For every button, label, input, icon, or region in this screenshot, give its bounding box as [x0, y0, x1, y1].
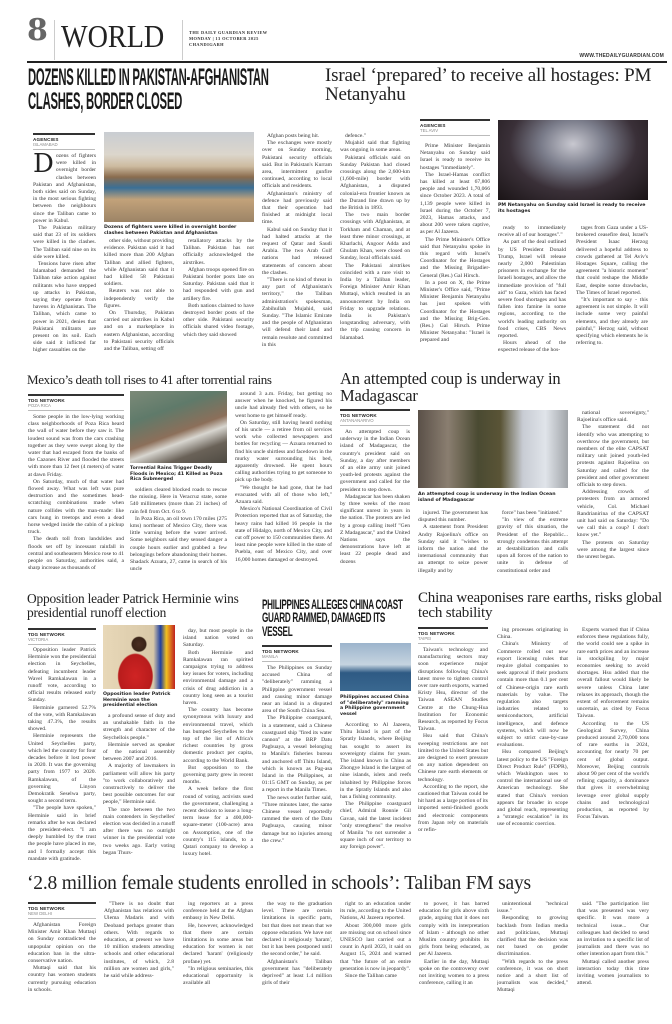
- paragraph: defence.": [345, 133, 367, 139]
- paragraph: unintentional "technical issue.": [497, 901, 568, 915]
- headline-china: China weaponises rare earths, risks global tech stability: [418, 590, 663, 622]
- paragraph: Afghanistan's Taliban government has "deliberately deprived" at least 1.4 million girls of their: [262, 958, 332, 987]
- agency: TDG NETWORK: [28, 906, 65, 911]
- masthead-info: [189, 30, 268, 48]
- paragraph: national sovereignty," Rajoelina's office said.: [577, 410, 649, 424]
- paragraph: ing processes originating in China.: [497, 627, 568, 641]
- paragraph: But opposition to the governing party grew in recent months.: [183, 764, 253, 786]
- article-column: [419, 901, 489, 1009]
- paragraph: Herminie garnered 52.7% of the vote, with Ramkalawan taking 47.3%, the results showed.: [28, 704, 96, 733]
- paper-name: THE DAILY GUARDIAN REVIEW: [189, 30, 268, 35]
- agency: AGENCIES: [420, 123, 446, 128]
- paragraph: Taiwan's technology and manufacturing sectors may soon experience major disruptions following China's latest move to tighten control over rare earth exports, warned Kristy Hsu, director of the Taiwan ASEAN Studies Centre at the Chung-Hua Institution for Economic Research, as reported by Focus Taiwan.: [418, 647, 488, 733]
- headline-seychelles: Opposition leader Patrick Herminie wins presidential runoff election: [27, 591, 239, 620]
- paragraph: Muttaqi said that his country has women students currently pursuing education in schools.: [28, 965, 96, 993]
- paragraph: The Pakistan military said that 23 of its soldiers were killed in the clashes. The Taliban said nine on its side were killed.: [33, 225, 96, 260]
- paragraph: "The people have spoken," Herminie said in brief remarks after he was declared the president-elect. "I am deeply humbled by the trust the people have placed in me, and I formally accept this mandate with gratitude.: [28, 805, 96, 862]
- photo-caption: Philippines accused China of "deliberately" ramming a Philippine government vessel: [340, 695, 409, 717]
- paragraph: Both nations claimed to have destroyed border posts of the other side. Pakistani security officials shared video footage, which they said showed: [183, 302, 254, 338]
- paragraph: to power, it has barred education for girls above sixth grade, arguing that it does not comply with its interpretation of Islam - although no other Muslim country prohibits its girls from being educated, as per Al Jazeera.: [419, 901, 489, 958]
- byline: [28, 628, 96, 645]
- photo-soldiers: [418, 410, 568, 488]
- article-column: [104, 238, 174, 370]
- paragraph: The Philippines on Sunday accused China of "deliberately" ramming a Philippine government vessel and causing minor damage near an island in a disputed area of the South China Sea.: [262, 665, 332, 715]
- paragraph: Reuters was not able to independently verify the figures.: [104, 288, 174, 309]
- paragraph: Pakistani officials said on Sunday Pakistan had closed crossings along the 2,600-km (1,600-mile) border with Afghanistan, a disputed colonial-era frontier known as the Durand line drawn up by the British in 1893.: [340, 154, 410, 212]
- article-column: [340, 722, 411, 865]
- paragraph: The death toll from landslides and floods set off by incessant rainfall in central and southeastern Mexico rose to 41 people on Saturday, authorities said, a sharp increase as thousands of: [28, 536, 124, 572]
- paragraph: "With regards to the press conference, it was on short notice and a short list of journalists was decided," Muttaqi: [497, 958, 568, 994]
- photo-caption: Dozens of fighters were killed in overnight border clashes between Pakistan and Afghanistan: [104, 225, 237, 236]
- paragraph: According to the report, she cautioned that Taiwan could be hit hard as a large portion of its imported semi-finished goods and electronic components from Japan rely on materials or refin-: [418, 783, 488, 834]
- paragraph: Afghan troops opened fire on Pakistani border posts late on Saturday. Pakistan said that it had responded with gun and artillery fire.: [183, 266, 254, 302]
- article-column: [577, 627, 649, 865]
- paragraph: Muttaqi called another press interaction today this time inviting women journalists to attend.: [577, 958, 649, 987]
- paragraph: "In religious seminaries, this educational opportunity is available all: [183, 965, 253, 987]
- issue-date: MONDAY | 13 OCTOBER 2025: [189, 36, 259, 41]
- dateline: ANTANANARIVO: [340, 418, 410, 426]
- paragraph: the way to the graduation level. There are certain limitations in specific parts, but that does not mean that we oppose education. We have not declared it religiously 'haram', but it has been postponed until the second order," he said.: [262, 901, 332, 958]
- article-column: [497, 901, 568, 1009]
- dateline: VICTORIA: [28, 637, 96, 645]
- paragraph: Mujahid said that fighting was ongoing in some areas.: [340, 140, 410, 154]
- article-column: [497, 627, 568, 865]
- paragraph: The protests on Saturday were among the largest since the unrest began.: [577, 539, 649, 561]
- paragraph: China's Ministry of Commerce rolled out new export licensing rules that require global companies to seek approval if their products contain more than 0.1 per cent of Chinese-origin rare earth materials by value. The regulation also targets industries related to semiconductors, artificial intelligence, and defence systems, which will now be subject to strict case-by-case evaluations.: [497, 641, 568, 749]
- paragraph: The exchanges were mostly over on Sunday morning, Pakistani security officials said. But in Pakistan's Kurram area, intermittent gunfire continued, according to local officials and residents.: [262, 140, 332, 190]
- agency: TDG NETWORK: [340, 413, 377, 418]
- paragraph: Afghan posts being hit.: [267, 133, 320, 139]
- paragraph: In Poza Rica, an oil town 170 miles (275 kms) northeast of Mexico City, there was little warning before the water arrived. Some neighbors said they sensed danger a couple hours earlier and grabbed a few belongings before abandoning their homes. Shadack Azuara, 27, came in search of his uncle: [130, 515, 227, 573]
- edition-city: CHANDIGARH: [189, 42, 224, 47]
- paragraph: Herminie represents the United Seychelles party, which led the country for four decades before it lost power in 2020. It was the governing party from 1977 to 2020. Ramkalawan, of the governing Linyon Demokratik Seselwa party, sought a second term.: [28, 733, 96, 805]
- article-column: [498, 225, 566, 367]
- article-column: [103, 713, 175, 865]
- paragraph: Responding to growing backlash from Indian media and politicians, Muttaqi clarified that the decision was not based on gender discrimination.: [497, 915, 568, 958]
- paragraph: Kabul said on Sunday that it had halted attacks at the request of Qatar and Saudi Arabia. The two Arab Gulf nations had released statements of concern about the clashes.: [262, 226, 332, 276]
- paragraph: Hours ahead of the expected release of the hos-: [498, 340, 566, 354]
- headline-taliban: ‘2.8 million female students enrolled in schools’: Taliban FM says: [27, 873, 531, 894]
- paragraph: ing reporters at a press conference held at the Afghan embassy in New Delhi.: [183, 901, 253, 922]
- article-column: [497, 510, 568, 578]
- dateline: MANILA: [262, 654, 332, 662]
- paragraph: Afghanistan's ministry of defence had previously said that their operation had finished at midnight local time.: [262, 190, 332, 226]
- paragraph: The two main border crossings with Afghanistan, at Torkham and Chaman, and at least three minor crossings, at Kharlachi, Angoor Adda and Ghulam Khan, were closed on Sunday, local officials said.: [340, 212, 410, 262]
- divider: [54, 20, 55, 60]
- article-column: [262, 901, 332, 1009]
- paragraph: According to Al Jazeera, Thitu Island is part of the Spratly Islands, where Beijing has sought to assert its sovereignty claims for years. The island known in China as Zhongye Island is the largest of nine islands, islets and reefs inhabited by Philippine forces in the Spratly Islands and also has a fishing community.: [340, 722, 411, 801]
- paragraph: The country has become synonymous with luxury and environmental travel, which has bumped Seychelles to the top of the list of Africa's richest countries by gross domestic product per capita, according to the World Bank.: [183, 707, 253, 764]
- photo-caption: Torrential Rains Trigger Deadly Floods in Mexico; 41 Killed as Poza Rica Submerged: [130, 466, 223, 483]
- paragraph: Since the Taliban came: [345, 973, 397, 980]
- headline-philippines: PHILIPPINES ALLEGES CHINA COAST GUARD RAMMED, DAMAGED ITS VESSEL: [262, 597, 403, 639]
- paragraph: Opposition leader Patrick Herminie won the presidential election in Seychelles, defeating incumbent leader Wavel Ramkalawan in a runoff vote, according to official results released early Sunday.: [28, 647, 96, 704]
- article-column: [577, 901, 649, 1009]
- paragraph: day, but most people in the island nation voted on Saturday.: [183, 628, 253, 649]
- article-column: [577, 410, 649, 578]
- page-number: 8: [27, 13, 48, 48]
- headline-mexico: Mexico’s death toll rises to 41 after torrential rains: [27, 373, 272, 387]
- paragraph: As part of the deal outlined by US President Donald Trump, Israel will release nearly 2,000 Palestinian prisoners in exchange for the Israeli hostages, and allow the immediate provision of "full aid" to Gaza, which has faced severe food shortages and has fallen into famine in some regions, according to the world's leading authority on food crises, CBS News reported.: [498, 239, 566, 340]
- dateline: POZA RICA: [28, 403, 124, 411]
- photo-caption: An attempted coup is underway in the Indian Ocean island of Madagascar: [418, 492, 556, 503]
- paragraph: force" has been "initiated.": [502, 510, 563, 516]
- byline: [33, 133, 95, 150]
- website-url: WWW.THEDAILYGUARDIAN.COM: [579, 53, 664, 59]
- paragraph: a profound sense of duty and an unshakable faith in the strength and character of the Seychellois people.": [103, 713, 175, 741]
- article-column: [28, 922, 96, 1010]
- paragraph: A week before the first round of voting, activists sued the government, challenging a recent decision to issue a long-term lease for a 400,000-square-meter (100-acre) area on Assomption, one of the country's 115 islands, to a Qatari company to develop a luxury hotel.: [183, 786, 253, 858]
- dateline: TAIPEI: [418, 636, 488, 644]
- photo-caption: Opposition leader Patrick Herminie won the presidential election: [103, 692, 171, 709]
- paragraph: The race between the two main contenders in Seychelles' election was decided in a runoff after there was no outright winner in the presidential vote two weeks ago. Early voting began Thurs-: [103, 806, 175, 856]
- paragraph: A statement from President Andry Rajoelina's office on Sunday said it "wishes to inform the nation and the international community that an attempt to seize power illegally and by: [418, 524, 488, 574]
- paragraph: The Pakistani airstrikes coincided with a rare visit to India by a Taliban leader, Foreign Minister Amir Khan Muttaqi, which resulted in an announcement by India on Friday to upgrade relations. India is Pakistan's longstanding adversary, with the trip causing concern in Islamabad.: [340, 262, 410, 341]
- headline-pakistan: DOZENS KILLED IN PAKISTAN-AFGHANISTAN CLASHES, BORDER CLOSED: [28, 64, 269, 115]
- photo-caption: PM Netanyahu on Sunday said Israel is ready to receive its hostages: [498, 203, 646, 214]
- paragraph: Both Herminie and Ramkalawan ran spirited campaigns trying to address key issues for voters, including environmental damage and a crisis of drug addiction in a country long seen as a tourist haven.: [183, 649, 253, 707]
- agency: TDG NETWORK: [262, 649, 299, 654]
- article-column: [418, 510, 488, 578]
- paragraph: Addressing crowds of protesters from an armored vehicle, Col. Michael Randrianirina of the CAPSAT unit had said on Saturday: "Do we call this a coup? I don't know yet.": [577, 489, 649, 539]
- paragraph: An attempted coup is underway in the Indian Ocean island of Madagascar, the country's president said on Sunday, a day after members of an elite army unit joined youth-led protests against the government and called for the president to step down.: [340, 429, 410, 493]
- paragraph: ready to immediately receive all of our hostages".": [498, 225, 566, 239]
- byline: [340, 409, 410, 426]
- agency: TDG NETWORK: [28, 398, 65, 403]
- article-column: [340, 429, 410, 579]
- article-column: [262, 665, 332, 865]
- header-rule: [27, 61, 667, 63]
- paragraph: Mexico's National Coordination of Civil Protection reported that as of Saturday, the heavy rains had killed 16 people in the state of Hidalgo, north of Mexico City, and cut off power to 150 communities there. At least nine people were killed in the state of Puebla, east of Mexico City, and over 16,000 homes damaged or destroyed.: [235, 506, 332, 563]
- divider: [182, 20, 183, 60]
- byline: [418, 627, 488, 644]
- agency: TDG NETWORK: [418, 631, 455, 636]
- paragraph: The news outlet further said, "Three minutes later, the same Chinese vessel reportedly rammed the stern of the Datu Pagbuaya, causing minor damage but no injuries among the crew.": [262, 794, 332, 844]
- article-column: [28, 647, 96, 865]
- paragraph: "It's important to say - this agreement is not simple. It will include some very painful elements, and they already are painful," Herzog said, without specifying which elements he is referring to.: [576, 297, 648, 347]
- paragraph: Some people in the low-lying working class neighborhoods of Poza Rica heard the wall of water before they saw it. The loudest sound was from the cars crashing together as they were swept along by the water that had escaped from the banks of the Cazones River and flooded the streets with more than 12 feet (4 meters) of water at dawn Friday.: [28, 414, 124, 478]
- article-column: [340, 901, 411, 1009]
- paragraph: "There is no doubt that Afghanistan has relations with Ulema Madaris and with Deoband perhaps greater than others. With regards to education, at present we have 10 million students attending schools and other educational institutes, of which, 2.8 million are women and girls," he said while address-: [104, 901, 174, 980]
- headline-israel: Israel ‘prepared’ to receive all hostages: PM Netanyahu: [325, 65, 652, 106]
- paragraph: injured. The government has disputed this number.: [418, 510, 488, 524]
- drop-cap: D: [33, 153, 54, 179]
- photo-herminie: [103, 625, 175, 689]
- byline: [262, 645, 332, 662]
- article-column: [262, 133, 332, 370]
- photo-border-trucks: [104, 132, 254, 222]
- paragraph: "There is no kind of threat in any part of Afghanistan's territory," the Taliban administration's spokesman, Zabihullah Mujahid, said Sunday. "The Islamic Emirate and the people of Afghanistan will defend their land and remain resolute and committed in this: [262, 277, 332, 348]
- dateline: NEW DELHI: [28, 911, 96, 919]
- paragraph: Madagascar has been shaken by three weeks of the most significant unrest in years in the nation. The protests are led by a group calling itself "Gen Z Madagascar," and the United Nations says the demonstrations have left at least 22 people dead and dozens: [340, 493, 410, 565]
- byline: [28, 902, 96, 919]
- byline: [420, 119, 490, 136]
- paragraph: Hsu said that China's sweeping restrictions are not limited to the United States but are designed to exert pressure on any nation dependent on Chinese rare earth elements or technology.: [418, 733, 488, 783]
- paragraph: other side, without providing evidence. Pakistan said it had killed more than 200 Afghan Taliban and allied fighters, while Afghanistan said that it had killed 58 Pakistani soldiers.: [104, 238, 174, 288]
- paragraph: The Israel-Hamas conflict has killed at least 67,806 people and wounded 1,70,066 since October 2023. A total of 1,139 people were killed in Israel during the October 7, 2023, Hamas attacks, and about 200 were taken captive, as per Al Jazeera.: [420, 171, 490, 236]
- article-column: [418, 647, 488, 865]
- photo-coast-guard-ships: [340, 643, 411, 691]
- dateline: TEL AVIV: [420, 128, 490, 136]
- paragraph: "In view of the extreme gravity of this situation, the President of the Republic... strongly condemns this attempt at destabilization and calls upon all forces of the nation to unite in defense of constitutional order and: [497, 517, 568, 574]
- paragraph: The statement did not identify who was attempting to overthrow the government, but members of the elite CAPSAT military unit joined youth-led protests against Rajoelina on Saturday and called for the president and other government officials to step down.: [577, 424, 649, 489]
- agency: AGENCIES: [33, 137, 59, 142]
- article-column: [130, 487, 227, 574]
- article-column: [340, 133, 410, 370]
- paragraph: retaliatory attacks by the Taliban. Pakistan has not officially acknowledged the airstrikes.: [183, 238, 254, 266]
- paragraph: ozens of fighters were killed in overnight border clashes between Pakistan and Afghanistan, both sides said on Sunday, in the most serious fighting between the neighbours since the Taliban came to power in Kabul.: [33, 153, 96, 224]
- paragraph: tages from Gaza under a US-brokered ceasefire deal, Israel's President Isaac Herzog delivered a hopeful address to crowds gathered at Tel Aviv's Hostages Square, calling the agreement "a historic moment" that could reshape the Middle East, despite some drawbacks, The Times of Israel reported.: [576, 225, 648, 296]
- article-column: [183, 901, 253, 1009]
- dateline: ISLAMABAD: [33, 142, 95, 150]
- paragraph: In a post on X, the Prime Minister's Office said, "Prime Minister Benjamin Netanyahu has just spoken with Coordinator for the Hostages and the Missing Brig-Gen. (Res.) Gal Hirsch. Prime Minister Netanyahu: "Israel is prepared and: [420, 279, 490, 344]
- paragraph: A majority of lawmakers in parliament will allow his party "to work collaboratively and constructively to deliver the best possible outcomes for our people," Herminie said.: [103, 763, 175, 806]
- paragraph: On Thursday, Pakistan carried out airstrikes in Kabul and on a marketplace in eastern Afghanistan, according to Pakistani security officials and the Taliban, setting off: [104, 310, 174, 353]
- photo-flood-damage: [130, 391, 227, 463]
- paragraph: around 3 a.m. Friday, but getting no answer when he knocked, he figured his uncle had already fled with others, so he went home to get himself ready.: [235, 391, 332, 419]
- article-column: [28, 414, 124, 574]
- paragraph: On Saturday, still having heard nothing of his uncle — a retiree from oil services work who collected newspapers and bottles for recycling — Azuara returned to find his uncle shirtless and facedown in the murky water surrounding his bed, apparently drowned. He spent hours calling authorities trying to get someone to pick up the body.: [235, 419, 332, 484]
- paragraph: Experts warned that if China enforces these regulations fully, the world could see a spike in rare earth prices and an increase in stockpiling by major economies seeking to avoid shortages. Hsu added that the overall fallout would likely be severe unless China later relaxes its approach, though the extent of enforcement remains uncertain, as cited by Focus Taiwan.: [577, 627, 649, 720]
- photo-hostage-rally: [498, 120, 648, 200]
- article-column: [576, 225, 648, 367]
- paragraph: On Saturday, much of that water had flowed away. What was left was pure destruction and the sometimes head-scratching combinations made when nature collides with the man-made: like cars hung in treetops and even a dead horse wedged inside the cabin of a pickup truck.: [28, 478, 124, 536]
- article-column: [104, 901, 174, 1009]
- paragraph: Hsu compared Beijing's latest policy to the US "Foreign Direct Product Rule" (FDPR), which Washington uses to control the international use of American technology. She stated that China's version appears far broader in scope and global reach, representing a "strategic escalation" in its use of economic coercion.: [497, 749, 568, 828]
- section-title: WORLD: [61, 18, 165, 54]
- paragraph: said. "The participation list that was presented was very specific. It was more a technical issue... Our colleagues had decided to send an invitation to a specific list of journalists and there was no other intention apart from this.": [577, 901, 649, 958]
- paragraph: Tensions have risen after Islamabad demanded the Taliban take action against militants who have stepped up attacks in Pakistan, saying they operate from havens in Afghanistan. The Taliban, which came to power in 2021, denies that Pakistani militants are present on its soil. Each side said it inflicted far higher casualties on the: [33, 261, 96, 354]
- paragraph: The Philippine coastguard, in a statement, said a Chinese coastguard ship "fired its water cannon" at the BRP Datu Pagbuaya, a vessel belonging to Manila's fisheries bureau and anchored off Thitu Island, which is known as Pag-asa Island in the Philippines, at 01:15 GMT on Sunday, as per a report in the Manila Times.: [262, 715, 332, 794]
- paragraph: Earlier in the day, Muttaqi spoke on the controversy over not inviting women to a press conference, calling it an: [419, 958, 489, 987]
- paragraph: Prime Minister Benjamin Netanyahu on Sunday said Israel is ready to receive its hostages "immediately".: [420, 143, 490, 171]
- paragraph: Afghanistan Foreign Minister Amir Khan Muttaqi on Sunday contradicted the unpopular opinion on the education ban in the ultra-conservative nation.: [28, 922, 96, 965]
- article-column: [420, 143, 490, 370]
- article-column: [183, 628, 253, 865]
- paragraph: About 300,000 more girls are missing out on school since UNESCO last carried out a count in April 2023, it said on August 15, 2024 and warned that "the future of an entire generation is now in jeopardy".: [340, 922, 411, 972]
- byline: [28, 394, 124, 411]
- article-column: [183, 238, 254, 370]
- headline-madagascar: An attempted coup is underway in Madagascar: [340, 369, 561, 405]
- article-column: [33, 153, 96, 370]
- paragraph: soldiers cleared blocked roads to rescue the missing. Here in Veracruz state, some 540 millimeters (more than 21 inches) of rain fell from Oct. 6 to 9.: [130, 487, 227, 515]
- paragraph: right to an education under its rule, according to the United Nations, Al Jazeera reported.: [340, 901, 411, 922]
- agency: TDG NETWORK: [28, 632, 65, 637]
- paragraph: He, however, acknowledged that there are certain limitations in some areas but education for women is not declared 'haram' (religiously profane) yet.: [183, 922, 253, 965]
- paragraph: The Prime Minister's Office said that Netanyahu spoke in this regard with Israel's Coordinator for the Hostages and the Missing Brigadier-General (Res.) Gal Hirsch.: [420, 236, 490, 279]
- article-column: [235, 391, 332, 574]
- paragraph: Herminie served as speaker of the national assembly between 2007 and 2016.: [103, 741, 175, 763]
- paragraph: The Philippine coastguard chief, Admiral Ronnie Gil Gavan, said the latest incident "only strengthens" the resolve of Manila "to not surrender a square inch of our territory to any foreign power".: [340, 801, 411, 851]
- paragraph: "We thought he had gone, that he had evacuated with all of those who left," Azuara said.: [235, 484, 332, 506]
- paragraph: According to the US Geological Survey, China produced around 2,70,000 tons of rare earths in 2024, accounting for nearly 70 per cent of global output. Moreover, Beijing controls about 90 per cent of the world's refining capacity, a dominance that gives it overwhelming leverage over global supply chains and technological production, as reported by Focus Taiwan.: [577, 720, 649, 821]
